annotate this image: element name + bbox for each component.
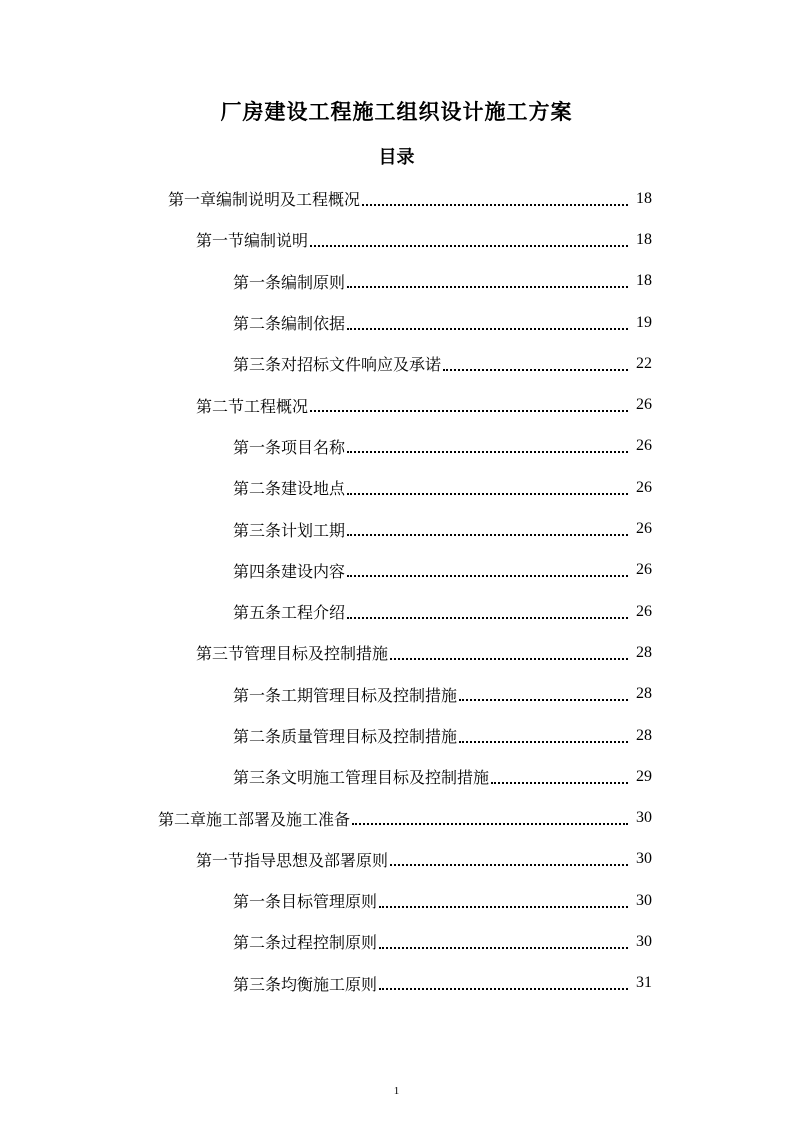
toc-entry-number: 第二条 <box>233 314 282 334</box>
toc-entry-number: 第三条 <box>233 520 282 540</box>
dot-leader <box>347 493 628 495</box>
toc-entry-article[interactable] <box>0 880 793 921</box>
toc-entry-number: 第一节 <box>196 850 245 870</box>
toc-entry-number: 第三条 <box>233 974 282 994</box>
page-number: 1 <box>393 1085 400 1097</box>
toc-entry-number: 第二条 <box>233 933 282 953</box>
toc-entry-title: 编制依据 <box>281 314 346 334</box>
toc-entry-number: 第四条 <box>233 561 282 581</box>
toc-entry-title: 目标管理原则 <box>281 892 378 912</box>
toc-entry-section[interactable] <box>0 839 793 880</box>
toc-entry-title: 施工部署及施工准备 <box>206 809 351 829</box>
toc-entry-title: 管理目标及控制措施 <box>244 644 389 664</box>
dot-leader <box>310 410 628 412</box>
toc-entry-title: 编制说明 <box>244 231 309 251</box>
toc-entry-section[interactable] <box>0 632 793 673</box>
toc-entry-number: 第二章 <box>158 809 207 829</box>
toc-entry-article[interactable] <box>0 674 793 715</box>
toc-entry-title: 指导思想及部署原则 <box>244 850 389 870</box>
toc-entry-number: 第二条 <box>233 479 282 499</box>
dot-leader <box>347 451 628 453</box>
toc-entry-number: 第一章 <box>168 190 217 210</box>
toc-entry-chapter[interactable] <box>0 797 793 838</box>
toc-entry-page: 29 <box>636 767 652 785</box>
toc-entry-article[interactable] <box>0 467 793 508</box>
toc-entry-article[interactable] <box>0 302 793 343</box>
dot-leader <box>459 699 628 701</box>
dot-leader <box>390 658 628 660</box>
toc-entry-page: 18 <box>636 230 652 248</box>
toc-entry-title: 对招标文件响应及承诺 <box>281 355 442 375</box>
toc-entry-article[interactable] <box>0 508 793 549</box>
toc-entry-page: 30 <box>636 850 652 868</box>
toc-entry-page: 26 <box>636 561 652 579</box>
toc-entry-number: 第一节 <box>196 231 245 251</box>
toc-entry-page: 26 <box>636 396 652 414</box>
toc-entry-article[interactable] <box>0 715 793 756</box>
dot-leader <box>390 864 628 866</box>
toc-entry-article[interactable] <box>0 261 793 302</box>
toc-entry-page: 26 <box>636 437 652 455</box>
dot-leader <box>347 617 628 619</box>
toc-entry-number: 第三条 <box>233 355 282 375</box>
dot-leader <box>491 782 628 784</box>
toc-entry-title: 均衡施工原则 <box>281 974 378 994</box>
toc-entry-number: 第一条 <box>233 272 282 292</box>
toc-entry-number: 第三条 <box>233 768 282 788</box>
toc-entry-page: 26 <box>636 478 652 496</box>
dot-leader <box>379 906 628 908</box>
toc-entry-page: 19 <box>636 313 652 331</box>
dot-leader <box>459 741 628 743</box>
dot-leader <box>347 534 628 536</box>
toc-entry-number: 第二条 <box>233 727 282 746</box>
toc-entry-article[interactable] <box>0 343 793 384</box>
toc-entry-article[interactable] <box>0 921 793 962</box>
toc-entry-page: 18 <box>636 189 652 207</box>
table-of-contents <box>0 178 793 1004</box>
dot-leader <box>347 575 628 577</box>
document-title: 厂房建设工程施工组织设计施工方案 <box>220 100 573 124</box>
toc-entry-article[interactable] <box>0 756 793 797</box>
dot-leader <box>310 245 628 247</box>
toc-entry-section[interactable] <box>0 219 793 260</box>
toc-entry-title: 工期管理目标及控制措施 <box>281 685 458 705</box>
toc-heading: 目录 <box>378 147 415 168</box>
toc-entry-page: 22 <box>636 354 652 372</box>
toc-entry-number: 第一条 <box>233 437 282 457</box>
dot-leader <box>347 286 628 288</box>
toc-entry-title: 质量管理目标及控制措施 <box>281 727 458 746</box>
dot-leader <box>443 369 628 371</box>
toc-entry-number: 第一条 <box>233 685 282 705</box>
toc-entry-section[interactable] <box>0 384 793 425</box>
toc-entry-page: 28 <box>636 726 652 744</box>
toc-entry-number: 第二节 <box>196 396 245 416</box>
dot-leader <box>347 328 628 330</box>
dot-leader <box>379 947 628 949</box>
dot-leader <box>352 823 628 825</box>
toc-entry-article[interactable] <box>0 550 793 591</box>
toc-entry-title: 计划工期 <box>281 520 346 540</box>
toc-entry-article[interactable] <box>0 591 793 632</box>
toc-entry-article[interactable] <box>0 426 793 467</box>
toc-entry-article[interactable] <box>0 963 793 1004</box>
toc-entry-page: 30 <box>636 809 652 827</box>
toc-entry-title: 编制说明及工程概况 <box>216 190 361 210</box>
toc-entry-title: 建设地点 <box>281 479 346 499</box>
toc-entry-page: 31 <box>636 974 652 992</box>
toc-entry-page: 26 <box>636 520 652 538</box>
toc-entry-number: 第三节 <box>196 644 245 664</box>
toc-entry-page: 18 <box>636 272 652 290</box>
toc-entry-number: 第一条 <box>233 892 282 912</box>
toc-entry-title: 文明施工管理目标及控制措施 <box>281 768 490 788</box>
toc-entry-title: 工程概况 <box>244 396 309 416</box>
toc-entry-chapter[interactable] <box>0 178 793 219</box>
toc-entry-title: 项目名称 <box>281 437 346 457</box>
toc-entry-page: 30 <box>636 891 652 909</box>
toc-entry-number: 第五条 <box>233 603 282 623</box>
toc-entry-page: 26 <box>636 602 652 620</box>
dot-leader <box>379 988 628 990</box>
toc-entry-title: 过程控制原则 <box>281 933 378 953</box>
toc-entry-page: 28 <box>636 643 652 661</box>
dot-leader <box>362 204 628 206</box>
toc-entry-title: 编制原则 <box>281 272 346 292</box>
toc-entry-page: 30 <box>636 932 652 950</box>
toc-entry-title: 工程介绍 <box>281 603 346 623</box>
toc-entry-title: 建设内容 <box>281 561 346 581</box>
toc-entry-page: 28 <box>636 685 652 703</box>
